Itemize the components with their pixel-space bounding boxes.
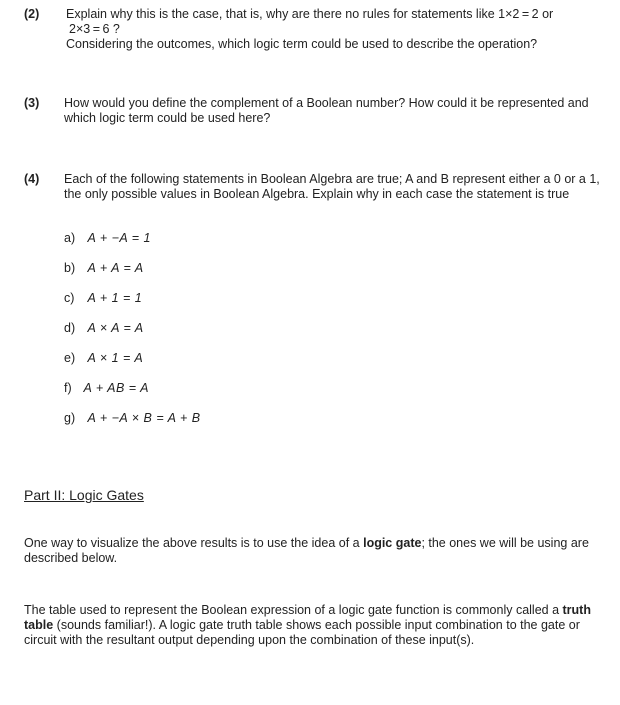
question-3-number: (3) bbox=[24, 96, 40, 110]
statement-label: e) bbox=[64, 351, 76, 365]
paragraph-text: One way to visualize the above results is to use the idea of a bbox=[24, 536, 364, 550]
question-4-number: (4) bbox=[24, 172, 40, 186]
paragraph-truth-table bbox=[24, 603, 606, 648]
paragraph-text: The table used to represent the Boolean expression of a logic gate function is commonly called a bbox=[24, 603, 563, 617]
term-truth-table: truth table bbox=[24, 603, 591, 632]
statement-expression: A × 1 = A bbox=[87, 351, 144, 365]
paragraph-text: (sounds familiar!). A logic gate truth table shows each possible input combination to the gate or circuit with the resultant output depending upon the combination of these input(s). bbox=[24, 618, 580, 647]
paragraph-logic-gate bbox=[24, 536, 606, 566]
statement-label: d) bbox=[64, 321, 76, 335]
statement-b bbox=[64, 261, 144, 276]
question-2-line-2: 2×3 = 6 ? bbox=[69, 22, 120, 36]
statement-label: b) bbox=[64, 261, 76, 275]
paragraph-text: ; the ones we will be using are described below. bbox=[24, 536, 589, 565]
statement-a bbox=[64, 231, 151, 246]
statement-label: g) bbox=[64, 411, 76, 425]
statement-expression: A × A = A bbox=[87, 321, 144, 335]
question-2-number: (2) bbox=[24, 7, 40, 21]
question-2-text bbox=[66, 7, 608, 52]
statement-e bbox=[64, 351, 143, 366]
statement-d bbox=[64, 321, 144, 336]
statement-g bbox=[64, 411, 201, 426]
statement-expression: A + AB = A bbox=[83, 381, 149, 395]
statement-expression: A + A = A bbox=[87, 261, 144, 275]
question-2-line-1: Explain why this is the case, that is, why are there no rules for statements like 1×2 = 2 or bbox=[66, 7, 554, 21]
section-heading: Part II: Logic Gates bbox=[24, 487, 144, 503]
term-logic-gate: logic gate bbox=[363, 536, 422, 550]
statement-expression: A + −A × B = A + B bbox=[87, 411, 201, 425]
statement-label: a) bbox=[64, 231, 76, 245]
statement-label: c) bbox=[64, 291, 75, 305]
question-3-text bbox=[64, 96, 592, 126]
question-4-paragraph: Each of the following statements in Boolean Algebra are true; A and B represent either a 0 or a 1, the only possible values in Boolean Algebra. Explain why in each case the statement is true bbox=[64, 172, 600, 201]
statement-expression: A + 1 = 1 bbox=[87, 291, 143, 305]
question-2-line-3: Considering the outcomes, which logic term could be used to describe the operation? bbox=[66, 37, 538, 51]
statement-f bbox=[64, 381, 149, 396]
statement-label: f) bbox=[64, 381, 72, 395]
statement-c bbox=[64, 291, 142, 306]
question-3-paragraph: How would you define the complement of a Boolean number? How could it be represented and which logic term could be used here? bbox=[64, 96, 589, 125]
question-4-text bbox=[64, 172, 608, 202]
statement-expression: A + −A = 1 bbox=[87, 231, 151, 245]
